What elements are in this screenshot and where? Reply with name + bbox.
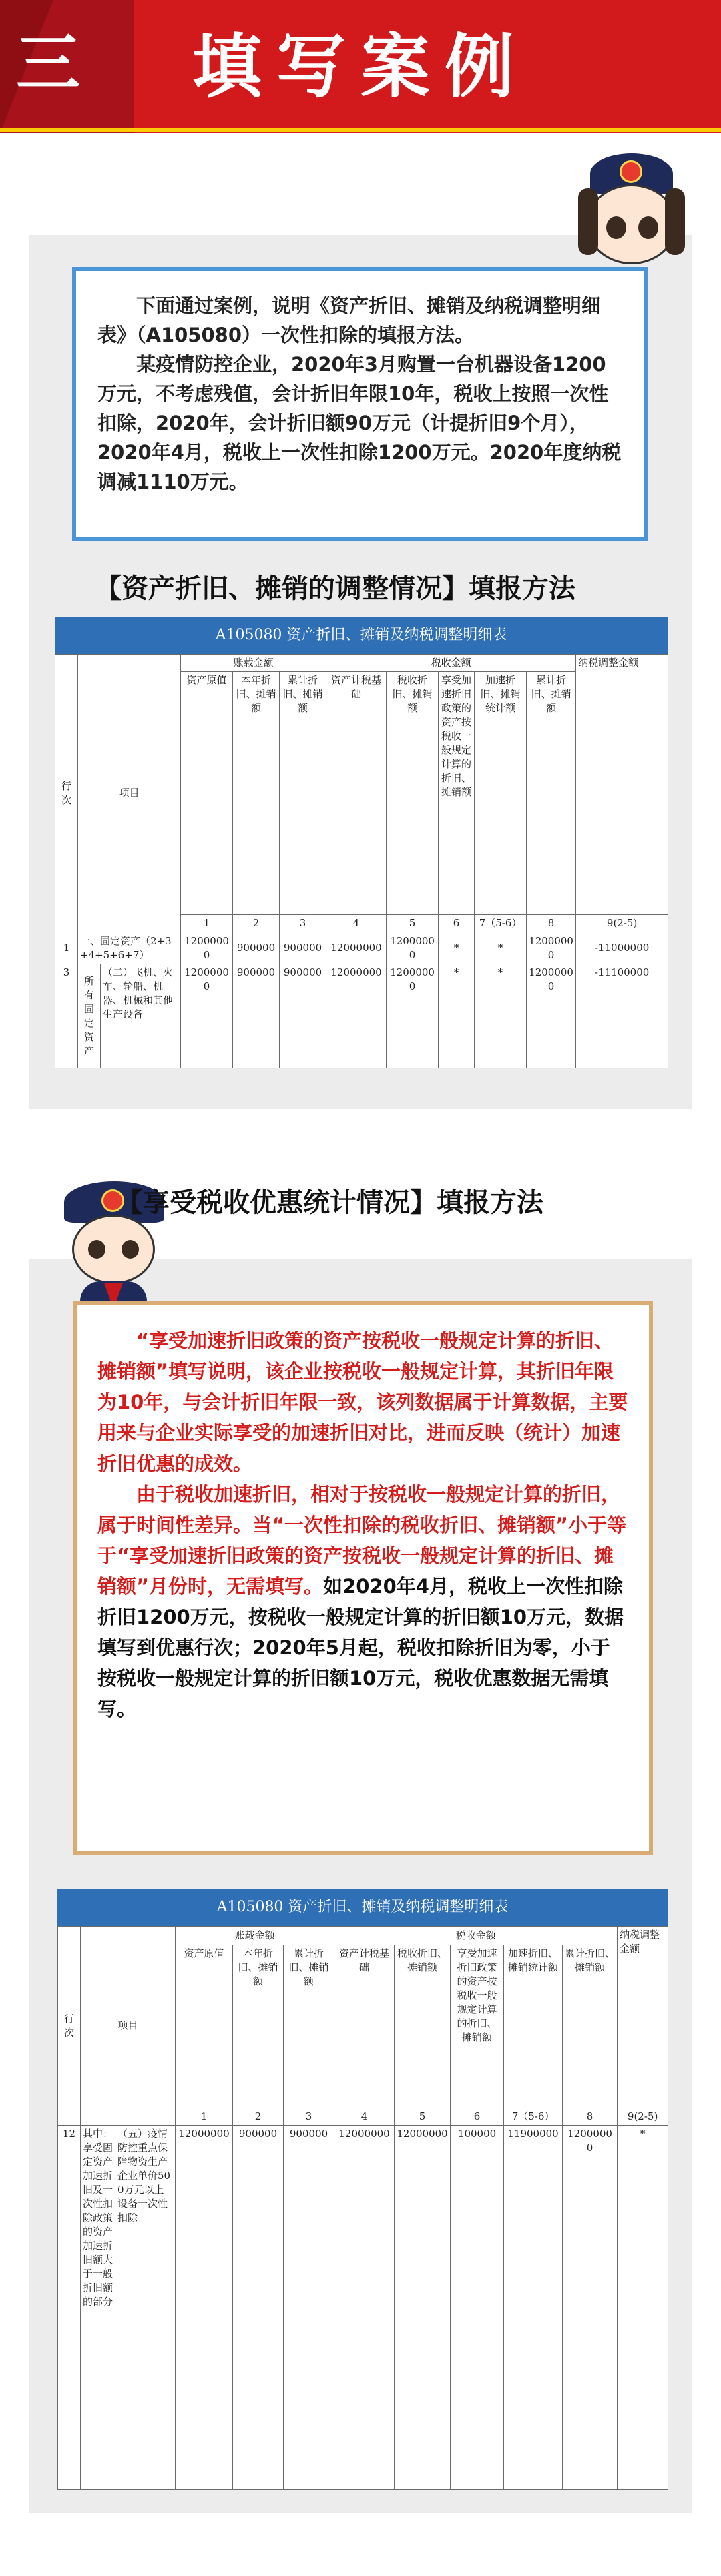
table-1-title: A105080 资产折旧、摊销及纳税调整明细表 [55, 617, 668, 654]
col-number: 6 [451, 2108, 504, 2126]
col-header: 资产原值 [176, 1945, 233, 2108]
col-header: 税收折旧、摊销额 [395, 1945, 451, 2108]
col-header: 享受加速折旧政策的资产按税收一般规定计算的折旧、摊销额 [451, 1945, 504, 2108]
col-header: 累计折旧、摊销额 [284, 1945, 334, 2108]
col-number: 2 [233, 2108, 284, 2126]
table-1-grid [55, 654, 668, 1068]
explanation-paragraph-2: 由于税收加速折旧，相对于按税收一般规定计算的折旧，属于时间性差异。当“一次性扣除的税收折旧、摊销额”小于等于“享受加速折旧政策的资产按税收一般规定计算的折旧、摊销额”月份时，无需填写。如2020年4月，税收上一次性扣除折旧1200万元，按税收一般规定计算的折旧额10万元，数据填写到优惠行次；2020年5月起，税收扣除折旧为零，小于按税收一般规定计算的折旧额10万元，税收优惠数据无需填写。 [97, 1483, 627, 1720]
header-tax-adjust: 纳税调整金额 [618, 1927, 668, 2108]
header-line-no: 行次 [58, 1927, 81, 2126]
section-1-title: 【资产折旧、摊销的调整情况】填报方法 [95, 573, 575, 604]
table-2 [57, 1889, 668, 2490]
col-number: 7（5-6） [475, 915, 527, 932]
explanation-paragraph-1: “享受加速折旧政策的资产按税收一般规定计算的折旧、摊销额”填写说明，该企业按税收一般规定计算，其折旧年限为10年，与会计折旧年限一致，该列数据属于计算数据，主要用来与企业实际享受的加速折旧对比，进而反映（统计）加速折旧优惠的成效。 [97, 1329, 628, 1475]
col-header: 累计折旧、摊销额 [280, 672, 326, 915]
col-number: 9(2-5) [618, 2108, 668, 2126]
table-1 [55, 617, 668, 1068]
intro-paragraph-1: 下面通过案例，说明《资产折旧、摊销及纳税调整明细表》（A105080）一次性扣除的填报方法。 [97, 294, 602, 346]
explanation-text-box [73, 1301, 653, 1855]
header-divider [0, 128, 721, 132]
header-item: 项目 [78, 655, 181, 932]
col-number: 8 [563, 2108, 618, 2126]
col-header: 本年折旧、摊销额 [233, 1945, 284, 2108]
col-number: 2 [233, 915, 280, 932]
col-header: 资产计税基础 [334, 1945, 395, 2108]
col-header: 享受加速折旧政策的资产按税收一般规定计算的折旧、摊销额 [439, 672, 475, 915]
table-2-title: A105080 资产折旧、摊销及纳税调整明细表 [57, 1889, 668, 1926]
table-row: 12 其中：享受固定资产加速折旧及一次性扣除政策的资产加速折旧额大于一般折旧额的部分 （五）疫情防控重点保障物资生产企业单价500万元以上设备一次性扣除 12000000 900000 900000 12000000 12000000 100000 11900000 12000000 * [58, 2126, 668, 2490]
col-header: 本年折旧、摊销额 [233, 672, 280, 915]
section-number: 三 [16, 26, 80, 101]
col-header: 加速折旧、摊销统计额 [475, 672, 527, 915]
col-number: 8 [527, 915, 576, 932]
col-number: 1 [176, 2108, 233, 2126]
col-header: 累计折旧、摊销额 [527, 672, 576, 915]
col-header: 税收折旧、摊销额 [387, 672, 439, 915]
col-header: 资产计税基础 [326, 672, 387, 915]
col-number: 5 [395, 2108, 451, 2126]
header-line-no: 行次 [55, 655, 78, 932]
intro-text-box [72, 267, 648, 541]
col-header: 资产原值 [181, 672, 233, 915]
header-tax-adjust: 纳税调整金额 [576, 655, 668, 915]
officer-mascot-female-icon [575, 153, 689, 280]
col-number: 4 [334, 2108, 395, 2126]
col-header: 加速折旧、摊销统计额 [504, 1945, 563, 2108]
col-number: 3 [280, 915, 326, 932]
col-number: 6 [439, 915, 475, 932]
table-row: 3 所有固定资产 （二）飞机、火车、轮船、机器、机械和其他生产设备 12000000 900000 900000 12000000 12000000 * * 12000000 -11100000 [55, 964, 668, 1068]
col-number: 9(2-5) [576, 915, 668, 932]
header-group-tax: 税收金额 [334, 1927, 618, 1945]
intro-paragraph-2: 某疫情防控企业，2020年3月购置一台机器设备1200万元，不考虑残值，会计折旧年限10年，税收上按照一次性扣除，2020年，会计折旧额90万元（计提折旧9个月），2020年4月，税收上一次性扣除1200万元。2020年度纳税调减1110万元。 [97, 353, 622, 493]
page-title: 填写案例 [192, 26, 529, 107]
col-number: 4 [326, 915, 387, 932]
col-number: 5 [387, 915, 439, 932]
header-item: 项目 [81, 1927, 176, 2126]
section-2-title: 【享受税收优惠统计情况】填报方法 [116, 1187, 543, 1218]
col-number: 7（5-6） [504, 2108, 563, 2126]
header-group-accounting: 账载金额 [176, 1927, 334, 1945]
header-group-accounting: 账载金额 [181, 655, 326, 672]
page-header [0, 0, 721, 133]
header-group-tax: 税收金额 [326, 655, 576, 672]
table-row: 1 一、固定资产（2+3+4+5+6+7） 12000000 900000 900000 12000000 12000000 * * 12000000 -11000000 [55, 932, 668, 964]
col-number: 3 [284, 2108, 334, 2126]
col-header: 累计折旧、摊销额 [563, 1945, 618, 2108]
col-number: 1 [181, 915, 233, 932]
table-2-grid [57, 1926, 668, 2490]
section-number-block [0, 0, 134, 133]
